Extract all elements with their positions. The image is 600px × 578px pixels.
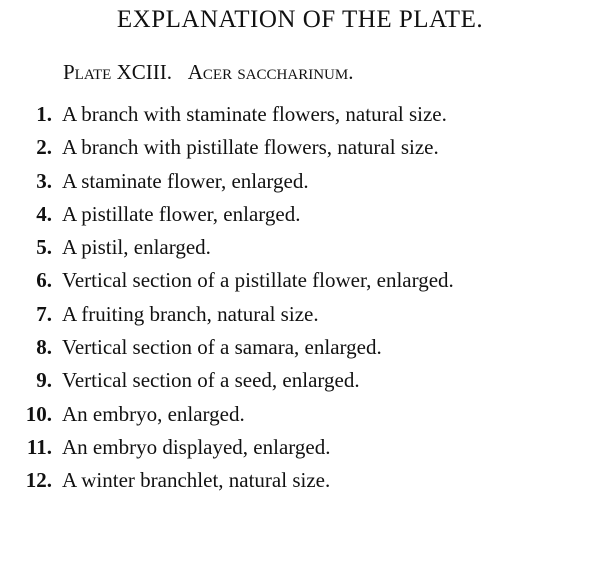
list-item [0, 368, 600, 401]
item-number: 6. [36, 268, 52, 293]
list-item [0, 302, 600, 335]
plate-explanation-list [0, 102, 600, 502]
item-number: 5. [36, 235, 52, 260]
list-item [0, 468, 600, 501]
item-text: A fruiting branch, natural size. [62, 301, 319, 326]
item-text: An embryo displayed, enlarged. [62, 434, 331, 459]
list-item [0, 202, 600, 235]
item-text: Vertical section of a seed, enlarged. [62, 368, 360, 393]
item-text: An embryo, enlarged. [62, 401, 245, 426]
item-number: 12. [25, 468, 52, 493]
item-number: 10. [25, 401, 52, 426]
item-text: A winter branchlet, natural size. [62, 468, 331, 493]
page-title: EXPLANATION OF THE PLATE. [116, 6, 484, 33]
list-item [0, 169, 600, 202]
list-item [0, 335, 600, 368]
item-number: 2. [36, 135, 52, 160]
list-item [0, 135, 600, 168]
item-text: A branch with staminate flowers, natural size. [62, 102, 447, 126]
item-text: A staminate flower, enlarged. [62, 168, 309, 193]
list-item [0, 268, 600, 301]
item-text: Vertical section of a pistillate flower, enlarged. [62, 268, 454, 293]
item-number: 4. [36, 201, 52, 226]
list-item [0, 402, 600, 435]
plate-heading [63, 60, 353, 85]
item-number: 3. [36, 168, 52, 193]
item-text: A pistil, enlarged. [62, 235, 211, 260]
item-text: Vertical section of a samara, enlarged. [62, 335, 382, 360]
item-number: 11. [26, 434, 52, 459]
item-text: A branch with pistillate flowers, natural size. [62, 135, 439, 160]
item-number: 8. [36, 335, 52, 360]
item-text: A pistillate flower, enlarged. [62, 201, 301, 226]
item-number: 9. [36, 368, 52, 393]
item-number: 1. [36, 102, 52, 126]
list-item [0, 235, 600, 268]
plate-species: Acer saccharinum. [187, 60, 354, 84]
plate-number: Plate XCIII. [63, 60, 172, 84]
list-item [0, 435, 600, 468]
item-number: 7. [36, 301, 52, 326]
list-item [0, 102, 600, 135]
